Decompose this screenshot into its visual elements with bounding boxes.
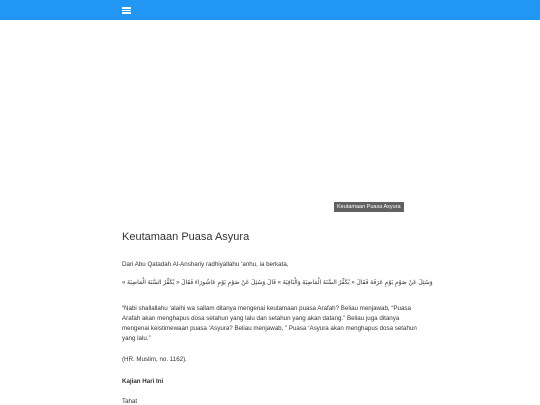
section-text: Tahat: [122, 398, 138, 405]
arabic-hadith-text: وَسُئِلَ عَنْ صَوْمِ يَوْمِ عَرَفَةَ فَقَالَ « يُكَفِّرُ السَّنَةَ الْمَاضِيَةَ وَالْبَاقِيَةَ » قَالَ وَسُئِلَ عَنْ صَوْمِ يَوْمِ عَاشُورَاءَ فَقَالَ « يُكَفِّرُ السَّنَةَ الْمَاضِيَةَ »: [122, 280, 433, 286]
top-app-bar: [0, 0, 540, 20]
hamburger-menu-icon[interactable]: [120, 5, 132, 15]
section-heading: Kajian Hari Ini: [122, 378, 164, 385]
image-caption: Keutamaan Puasa Asyura: [334, 202, 404, 212]
hadith-source: (HR. Muslim, no. 1162).: [122, 356, 187, 363]
hadith-translation: “Nabi shallallahu ‘alaihi wa sallam ditanya mengenai keutamaan puasa Arafah? Beliau menjawab, “Puasa Arafah akan menghapus dosa setahun yang lalu dan setahun yang akan datang.” Beliau juga ditanya mengenai keistimewaan puasa ‘Asyura? Beliau menjawab, ” Puasa ‘Asyura akan menghapus dosa setahun yang lalu.”: [122, 305, 417, 342]
article-intro: Dari Abu Qatadah Al-Anshariy radhiyallahu ‘anhu, ia berkata,: [122, 261, 289, 268]
article-title: Keutamaan Puasa Asyura: [122, 231, 250, 243]
